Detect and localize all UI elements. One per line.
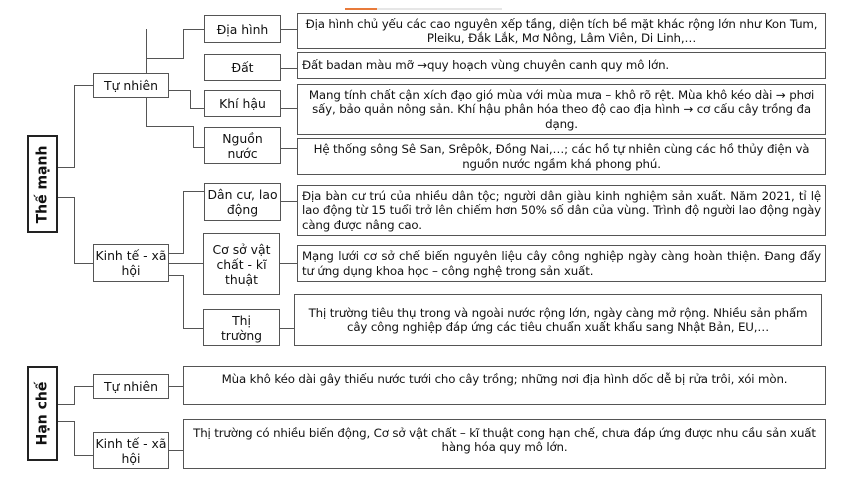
branch-kinh-te	[93, 244, 169, 282]
node-co-so-label: Cơ sở vật chất - kĩ thuật	[212, 241, 271, 287]
node-thi-truong	[203, 309, 280, 346]
connector	[74, 386, 93, 387]
connector	[281, 108, 297, 109]
connector	[74, 263, 93, 264]
hc-desc-tu-nhien-text: Mùa khô kéo dài gây thiếu nước tưới cho cây trồng; những nơi địa hình dốc dễ bị rửa trôi, xói mòn.	[221, 372, 788, 386]
connector	[74, 85, 93, 86]
root-han-che-label: Hạn chế	[34, 381, 51, 446]
connector	[193, 126, 194, 147]
node-dia-hinh-label: Địa hình	[216, 21, 269, 37]
connector	[74, 455, 93, 456]
node-dat	[204, 54, 281, 81]
node-thi-truong-label: Thị trường	[220, 312, 263, 343]
hc-desc-kinh-te-text: Thị trường có nhiều biến động, Cơ sở vật chất – kĩ thuật cong hạn chế, chưa đáp ứng được nhu cầu sản xuất hàng hóa quy mô lớn.	[193, 426, 816, 455]
desc-co-so-text: Mạng lưới cơ sở chế biến nguyên liệu cây công nghiệp ngày càng hoàn thiện. Đang đẩy tư ứng dụng khoa học – công nghệ trong sản xuất.	[302, 249, 821, 278]
node-dan-cu-label: Dân cư, lao động	[207, 187, 278, 217]
hc-branch-kinh-te-label: Kinh tế - xã hội	[95, 435, 167, 466]
root-the-manh	[27, 135, 58, 233]
connector	[183, 191, 184, 254]
connector	[169, 253, 183, 254]
node-nguon-nuoc	[204, 127, 281, 164]
node-co-so	[203, 233, 280, 295]
hc-desc-tu-nhien	[183, 366, 826, 405]
connector	[146, 98, 147, 126]
connector	[169, 450, 183, 451]
connector	[58, 167, 74, 168]
connector	[281, 68, 297, 69]
connector	[169, 90, 190, 91]
connector	[58, 421, 74, 422]
node-nguon-nuoc-label: Nguồn nước	[222, 130, 263, 161]
connector	[183, 29, 184, 59]
desc-dia-hinh	[297, 13, 826, 49]
root-han-che	[27, 366, 58, 461]
desc-nguon-nuoc-text: Hệ thống sông Sê San, Srêpôk, Đồng Nai,…; các hồ tự nhiên cùng các hồ thủy điện và nguồn nước ngầm khá phong phú.	[313, 142, 810, 171]
connector	[74, 197, 75, 263]
connector	[183, 328, 203, 329]
connector	[74, 85, 75, 168]
desc-dan-cu-text: Địa bàn cư trú của nhiều dân tộc; người dân giàu kinh nghiệm sản xuất. Năm 2021, tỉ lệ lao động từ 15 tuổi trở lên chiếm hơn 50% số dân của vùng. Trình độ người lao động ngày càng được nâng cao.	[302, 189, 821, 232]
connector	[169, 263, 203, 264]
desc-dat-text: Đất badan màu mỡ →quy hoạch vùng chuyên canh quy mô lớn.	[302, 58, 670, 73]
connector	[281, 29, 297, 30]
connector	[280, 328, 294, 329]
desc-khi-hau	[297, 84, 826, 135]
desc-dat	[297, 52, 826, 79]
desc-dan-cu	[297, 185, 826, 236]
node-khi-hau	[204, 90, 281, 117]
branch-tu-nhien	[93, 73, 169, 98]
connector	[183, 191, 204, 192]
connector	[146, 126, 193, 127]
accent-line-faint	[377, 8, 502, 10]
hc-branch-tu-nhien-label: Tự nhiên	[104, 379, 158, 394]
connector	[183, 275, 184, 328]
desc-co-so	[297, 245, 826, 282]
branch-tu-nhien-label: Tự nhiên	[104, 78, 158, 93]
connector	[58, 197, 74, 198]
desc-dia-hinh-text: Địa hình chủ yếu các cao nguyên xếp tầng, diện tích bề mặt khác rộng lớn như Kon Tum, Pleiku, Đắk Lắk, Mơ Nông, Lâm Viên, Di Linh,…	[305, 16, 818, 45]
hc-branch-kinh-te	[93, 432, 169, 469]
connector	[193, 147, 204, 148]
connector	[74, 386, 75, 405]
branch-kinh-te-label: Kinh tế - xã hội	[95, 248, 167, 278]
accent-line	[345, 8, 377, 10]
desc-khi-hau-text: Mang tính chất cận xích đạo gió mùa với mùa mưa – khô rõ rệt. Mùa khô kéo dài → phơi sấy, bảo quản nông sản. Khí hậu phân hóa theo độ cao địa hình → cơ cấu cây trồng đa dạng.	[308, 88, 815, 131]
connector	[58, 404, 74, 405]
node-dia-hinh	[204, 15, 281, 43]
node-khi-hau-label: Khí hậu	[219, 96, 266, 111]
connector	[190, 90, 191, 108]
hc-branch-tu-nhien	[93, 374, 169, 399]
node-dat-label: Đất	[231, 60, 254, 75]
connector	[280, 263, 297, 264]
desc-thi-truong	[294, 294, 822, 346]
connector	[183, 29, 204, 30]
connector	[146, 29, 147, 73]
connector	[281, 201, 297, 202]
connector	[74, 421, 75, 455]
desc-nguon-nuoc	[297, 138, 826, 175]
root-the-manh-label: Thế mạnh	[34, 145, 51, 223]
node-dan-cu	[204, 183, 281, 221]
connector	[146, 58, 183, 59]
connector	[169, 275, 183, 276]
desc-thi-truong-text: Thị trường tiêu thụ trong và ngoài nước rộng lớn, ngày càng mở rộng. Nhiều sản phẩm cây công nghiệp đáp ứng các tiêu chuẩn xuất khẩu sang Nhật Bản, EU,…	[308, 305, 808, 334]
connector	[169, 386, 183, 387]
connector	[281, 148, 297, 149]
hc-desc-kinh-te	[183, 419, 826, 469]
connector	[190, 108, 204, 109]
